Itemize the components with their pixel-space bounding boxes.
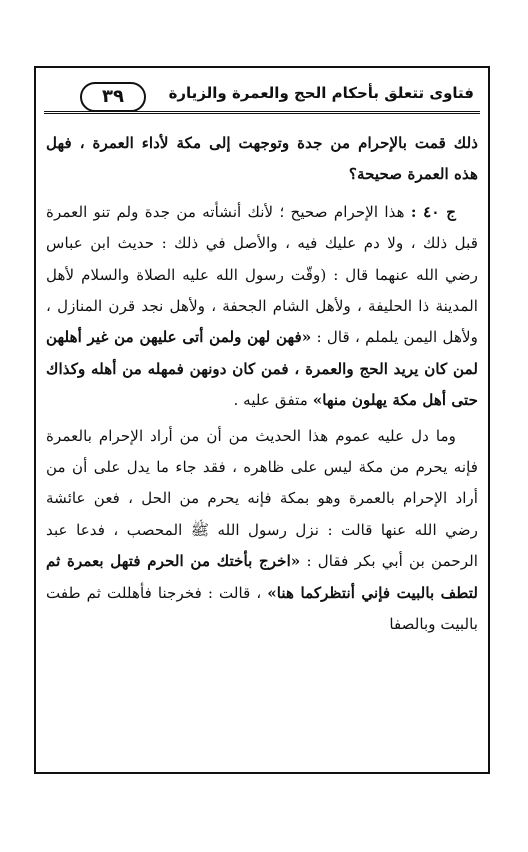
page-body — [46, 128, 478, 641]
second-paragraph — [46, 421, 478, 641]
second-hadith-quote: «اخرج بأختك من الحرم فتهل بعمرة ثم لتطف بالبيت فإني أنتظركما هنا» — [46, 552, 479, 602]
answer-text: هذا الإحرام صحيح ؛ لأنك أنشأته من جدة ولم تنو العمرة قبل ذلك ، ولا دم عليك فيه ، والأصل في ذلك : حديث ابن عباس رضي الله عنهما قال : (وقّت رسول الله عليه الصلاة والسلام لأهل المدينة ذا الحليفة ، ولأهل الشام الجحفة ، ولأهل نجد قرن المنازل ، ولأهل اليمن يلملم ، قال : — [46, 202, 479, 347]
second-paragraph-text: وما دل عليه عموم هذا الحديث من أن من أراد الإحرام بالعمرة فإنه يحرم من مكة ليس على ظاهره ، فقد جاء ما يدل على أن من أراد الإحرام بالعمرة وهو بمكة فإنه يحرم من الحل ، فعن عائشة رضي الله عنها قالت : نزل رسول الله ﷺ المحصب ، فدعا عبد الرحمن بن أبي بكر فقال : — [46, 426, 478, 571]
header-rule — [44, 111, 480, 114]
answer-paragraph — [46, 197, 478, 417]
running-title: فتاوى تتعلق بأحكام الحج والعمرة والزيارة — [168, 84, 474, 102]
page-header — [36, 76, 488, 116]
hadith-source: متفق عليه . — [233, 391, 313, 410]
page-number-badge: ٣٩ — [80, 82, 146, 112]
hadith-quote: «فهن لهن ولمن أتى عليهن من غير أهلهن لمن كان يريد الحج والعمرة ، فمن كان دونهن فمهله من أهله وكذاك حتى أهل مكة يهلون منها» — [46, 328, 478, 410]
answer-label: ج ٤٠ : — [410, 202, 457, 221]
second-paragraph-end: ، قالت : فخرجنا فأهللت ثم طفت بالبيت وبالصفا — [46, 583, 478, 634]
question-text: ذلك قمت بالإحرام من جدة وتوجهت إلى مكة لأداء العمرة ، فهل هذه العمرة صحيحة؟ — [46, 134, 478, 184]
